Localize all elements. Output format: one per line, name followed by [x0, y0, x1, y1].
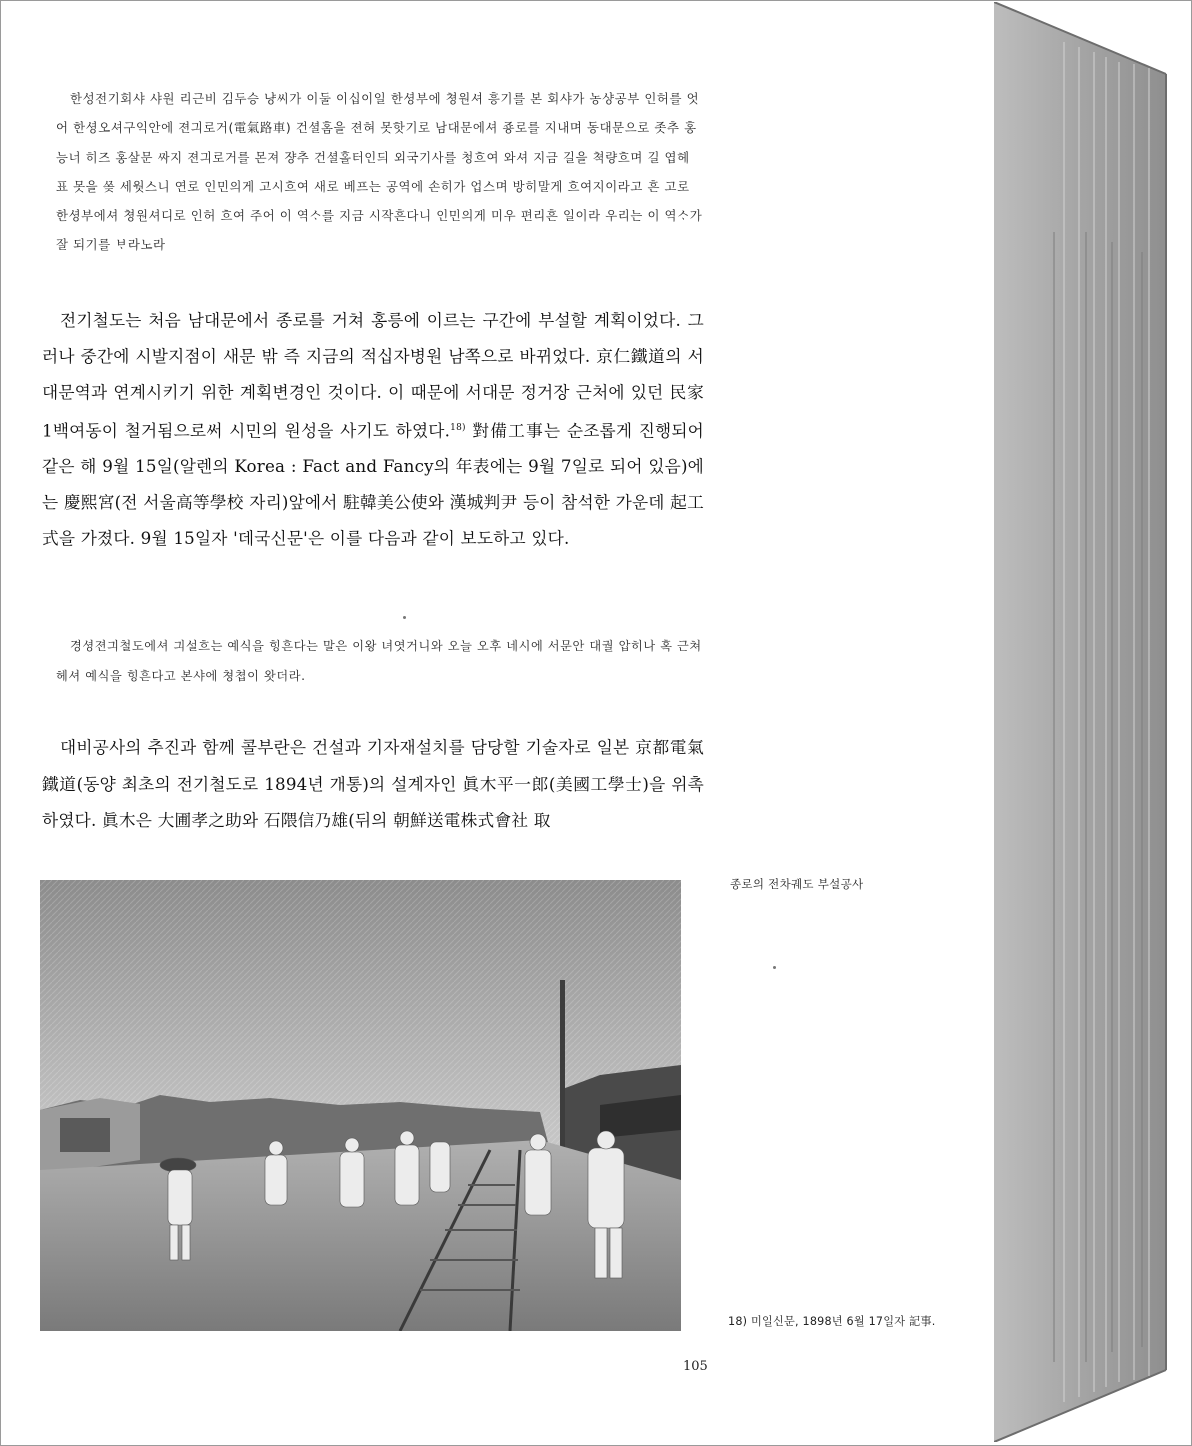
- newspaper-quote-1: 한성전기회샤 샤원 리근비 김두승 냥씨가 이둘 이십이일 한셩부에 쳥원셔 흥기를 본 회샤가 농샹공부 인허를 엇어 한셩오셔구익안에 젼긔로거(電氣路車) 건셜홈을 젼혀 못핫기로 남대문에셔 죵로를 지내며 동대문으로 좃추 홍능너 히즈 홍살문 ᄶᅡ지 젼긔로거를 몬져 쟝추 건셜홀터인듸 외국기사를 청흐여 와셔 지금 길을 쳑량흐며 길 엽헤 표 못을 ᄶᅩᆽ 세웟스니 연로 인민의게 고시흐여 새로 베프는 공역에 손히가 업스며 방히말게 흐여지이라고 흔 고로 한셩부에셔 쳥원셔디로 인허 흐여 주어 이 역ᄉᆞ를 지금 시작흔다니 인민의게 미우 편리흔 일이라 우리는 이 역ᄉᆞ가 잘 되기를 ᄇᆞ라노라: [56, 91, 703, 253]
- body-paragraph-1: [42, 303, 704, 557]
- print-speck: [403, 616, 406, 619]
- newspaper-quote-2: 경셩젼긔철도에셔 긔설흐는 예식을 힝흔다는 말은 이왕 녀엿거니와 오늘 오후 네시에 서문안 대궐 압히나 혹 근쳐헤셔 예식을 힝흔다고 본샤에 쳥쳡이 왓더라.: [56, 639, 702, 683]
- page-number: 105: [683, 1359, 708, 1374]
- print-speck: [773, 966, 776, 969]
- body-paragraph-1-text: 전기철도는 처음 남대문에서 종로를 거쳐 홍릉에 이르는 구간에 부설할 계획이었다. 그러나 중간에 시발지점이 새문 밖 즉 지금의 적십자병원 남쪽으로 바뀌었다. 京仁鐵道의 서대문역과 연계시키기 위한 계획변경인 것이다. 이 때문에 서대문 정거장 근처에 있던 民家 1백여동이 철거됨으로써 시민의 원성을 사기도 하였다.: [42, 310, 704, 441]
- body-paragraph-2: 대비공사의 추진과 함께 콜부란은 건설과 기자재설치를 담당할 기술자로 일본 京都電氣鐵道(동양 최초의 전기철도로 1894년 개통)의 설계자인 眞木平一郎(美國工學士)을 위촉하였다. 眞木은 大圃孝之助와 石隈信乃雄(뒤의 朝鮮送電株式會社 取: [42, 737, 704, 830]
- footnote-reference: 18): [450, 422, 466, 433]
- streetcar-track-construction-photo: [40, 880, 681, 1331]
- photo-caption: 종로의 전차궤도 부설공사: [730, 877, 864, 891]
- book-page-edges: [994, 2, 1170, 1442]
- body-paragraph-1-continued: 對備工事는 순조롭게 진행되어 같은 해 9월 15일(알렌의 Korea : Fact and Fancy의 年表에는 9월 7일로 되어 있음)에는 慶熙宮(전 서울高等學校 자리)앞에서 駐韓美公使와 漢城判尹 등이 참석한 가운데 起工式을 가졌다. 9월 15일자 '데국신문'은 이를 다음과 같이 보도하고 있다.: [42, 420, 704, 548]
- book-page: [2, 2, 996, 1442]
- footnote: 18) 미일신문, 1898년 6월 17일자 記事.: [728, 1315, 936, 1328]
